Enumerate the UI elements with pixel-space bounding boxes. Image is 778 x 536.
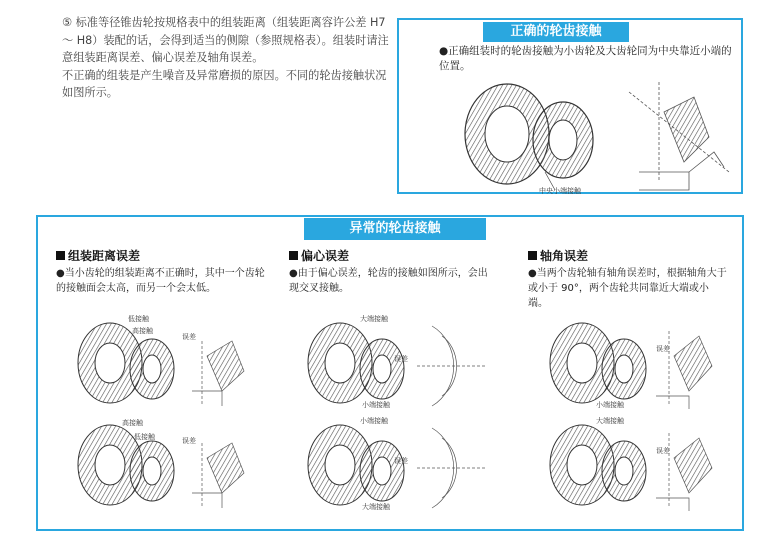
eccentric-diagram-top — [302, 311, 502, 411]
intro-text — [62, 14, 392, 102]
svg-text:大端接触: 大端接触 — [362, 503, 390, 511]
correct-contact-panel — [397, 18, 743, 194]
eccentric-diagram-bottom — [302, 413, 502, 513]
svg-text:误差: 误差 — [394, 355, 408, 363]
svg-text:小端接触: 小端接触 — [362, 401, 390, 409]
svg-text:误差: 误差 — [656, 447, 670, 455]
assembly-distance-heading: 组装距离误差 — [56, 247, 140, 264]
assembly-distance-desc: ●当小齿轮的组装距离不正确时，其中一个齿轮的接触面会太高，而另一个会太低。 — [56, 268, 265, 294]
svg-text:低接触: 低接触 — [128, 315, 149, 323]
shaft-angle-heading: 轴角误差 — [528, 247, 588, 264]
abnormal-contact-title: 异常的轮齿接触 — [304, 218, 486, 240]
svg-text:大端接触: 大端接触 — [360, 315, 388, 323]
assembly-distance-diagram-bottom — [72, 413, 272, 513]
eccentric-error-desc: ●由于偏心误差，轮齿的接触如图所示，会出现交叉接触。 — [289, 268, 488, 294]
shaft-angle-desc: ●当两个齿轮轴有轴角误差时，根据轴角大于或小于 90°，两个齿轮共同靠近大端或小端。 — [528, 268, 727, 309]
abnormal-contact-panel — [36, 215, 744, 531]
svg-text:误差: 误差 — [182, 333, 196, 341]
intro-paragraph-2: 不正确的组装是产生噪音及异常磨损的原因。不同的轮齿接触状况如图所示。 — [62, 68, 387, 99]
eccentric-error-heading: 偏心误差 — [289, 247, 349, 264]
svg-text:小端接触: 小端接触 — [596, 401, 624, 409]
svg-text:大端接触: 大端接触 — [596, 417, 624, 425]
correct-contact-desc: ●正确组装时的轮齿接触为小齿轮及大齿轮同为中央靠近小端的位置。 — [439, 45, 732, 72]
shaft-angle-diagram-bottom — [544, 413, 734, 513]
square-bullet-icon — [56, 251, 65, 260]
square-bullet-icon — [528, 251, 537, 260]
center-contact-label: 中央小端接触 — [539, 187, 581, 194]
svg-text:低接触: 低接触 — [134, 433, 155, 441]
square-bullet-icon — [289, 251, 298, 260]
svg-text:误差: 误差 — [656, 345, 670, 353]
intro-paragraph-1: ⑤ 标准等径锥齿轮按规格表中的组装距离（组装距离容许公差 H7 ～ H8）装配的话，会得到适当的侧隙（参照规格表）。组装时请注意组装距离误差、偏心误差及轴角误差。 — [62, 16, 389, 64]
svg-text:小端接触: 小端接触 — [360, 417, 388, 425]
correct-gear-diagram — [459, 72, 739, 194]
svg-text:高接触: 高接触 — [132, 327, 153, 335]
assembly-distance-diagram-top — [72, 311, 272, 411]
svg-text:高接触: 高接触 — [122, 419, 143, 427]
shaft-angle-diagram-top — [544, 311, 734, 411]
svg-text:误差: 误差 — [394, 457, 408, 465]
svg-text:误差: 误差 — [182, 437, 196, 445]
correct-contact-title: 正确的轮齿接触 — [483, 22, 629, 42]
